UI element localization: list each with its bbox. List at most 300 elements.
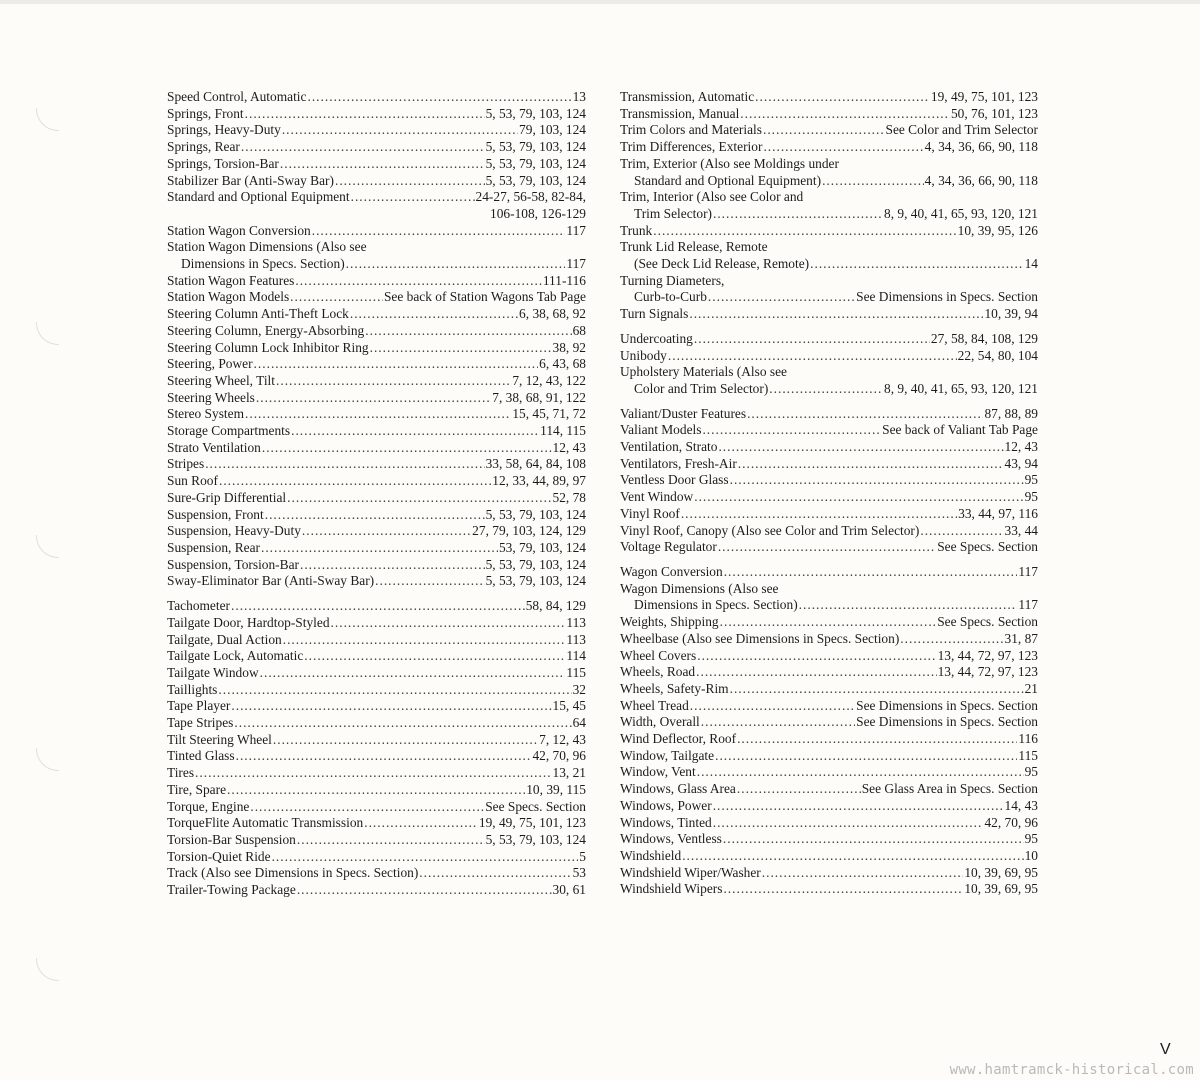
index-entry <box>167 106 586 123</box>
dot-leader <box>231 598 525 615</box>
index-entry <box>620 173 1038 190</box>
index-pages: 10, 39, 115 <box>526 781 586 797</box>
index-entry <box>620 681 1038 698</box>
dot-leader <box>810 256 1023 273</box>
index-entry <box>620 748 1038 765</box>
dot-leader <box>419 865 571 882</box>
index-pages: 14 <box>1024 256 1038 272</box>
index-term: Steering, Power <box>167 356 253 372</box>
index-entry <box>620 523 1038 540</box>
index-entry <box>167 206 586 223</box>
index-term: Trim, Interior (Also see Color and <box>620 189 804 205</box>
dot-leader <box>747 406 983 423</box>
index-pages: See Dimensions in Specs. Section <box>856 289 1038 305</box>
index-entry <box>167 490 586 507</box>
dot-leader <box>900 631 1003 648</box>
dot-leader <box>713 798 1004 815</box>
dot-leader <box>737 781 861 798</box>
dot-leader <box>304 648 565 665</box>
index-entry <box>167 682 586 699</box>
index-entry <box>620 406 1038 423</box>
index-term: Storage Compartments <box>167 423 291 439</box>
index-term: Wheelbase (Also see Dimensions in Specs. Section) <box>620 630 900 646</box>
dot-leader <box>280 156 485 173</box>
index-entry <box>620 256 1038 273</box>
index-entry <box>167 189 586 206</box>
index-term: Steering Wheel, Tilt <box>167 372 275 388</box>
index-pages: See Color and Trim Selector <box>885 122 1038 138</box>
index-entry <box>167 223 586 240</box>
index-entry <box>620 364 1038 381</box>
index-pages: 5 <box>579 848 586 864</box>
page-number: V <box>1160 1041 1171 1058</box>
dot-leader <box>769 381 883 398</box>
index-entry <box>167 557 586 574</box>
dot-leader <box>312 223 566 240</box>
index-pages: 8, 9, 40, 41, 65, 93, 120, 121 <box>884 205 1038 221</box>
dot-leader <box>351 189 475 206</box>
index-term: Tilt Steering Wheel <box>167 731 272 747</box>
index-term: Suspension, Torsion-Bar <box>167 556 299 572</box>
index-pages: See Glass Area in Specs. Section <box>861 781 1038 797</box>
dot-leader <box>701 714 855 731</box>
index-pages: 10, 39, 69, 95 <box>964 864 1038 880</box>
dot-leader <box>290 289 383 306</box>
index-term: Standard and Optional Equipment <box>167 189 350 205</box>
dot-leader <box>231 698 551 715</box>
index-term: Windows, Power <box>620 797 712 813</box>
index-pages: 68 <box>572 322 586 338</box>
index-entry <box>167 632 586 649</box>
index-entry <box>620 848 1038 865</box>
index-pages: 12, 43 <box>1004 439 1038 455</box>
index-pages: 22, 54, 80, 104 <box>957 347 1038 363</box>
index-term: Windshield Wiper/Washer <box>620 864 761 880</box>
index-term: Tinted Glass <box>167 748 235 764</box>
index-pages: 10, 39, 69, 95 <box>964 881 1038 897</box>
index-entry <box>167 832 586 849</box>
index-pages: See back of Station Wagons Tab Page <box>383 289 586 305</box>
dot-leader <box>702 422 881 439</box>
index-entry <box>620 581 1038 598</box>
index-pages: 5, 53, 79, 103, 124 <box>485 506 586 522</box>
index-pages: 58, 84, 129 <box>525 598 586 614</box>
dot-leader <box>364 815 478 832</box>
index-term: Suspension, Front <box>167 506 264 522</box>
index-pages: 5, 53, 79, 103, 124 <box>485 573 586 589</box>
dot-leader <box>920 523 1003 540</box>
index-pages: 7, 38, 68, 91, 122 <box>492 389 586 405</box>
dot-leader <box>234 715 571 732</box>
index-entry <box>167 507 586 524</box>
index-entry <box>620 831 1038 848</box>
dot-leader <box>723 831 1024 848</box>
index-term: Dimensions in Specs. Section) <box>181 256 345 272</box>
index-pages: See Dimensions in Specs. Section <box>856 714 1038 730</box>
index-entry <box>167 323 586 340</box>
index-term: Steering Column, Energy-Absorbing <box>167 322 365 338</box>
index-entry <box>167 256 586 273</box>
index-term: Trim, Exterior (Also see Moldings under <box>620 155 839 171</box>
index-term: Trunk <box>620 222 653 238</box>
index-entry <box>167 615 586 632</box>
dot-leader <box>297 882 552 899</box>
index-term: Vinyl Roof, Canopy (Also see Color and Trim Selector) <box>620 522 920 538</box>
dot-leader <box>262 440 552 457</box>
index-entry <box>167 732 586 749</box>
dot-leader <box>718 439 1003 456</box>
index-pages: 21 <box>1024 680 1038 696</box>
dot-leader <box>307 89 571 106</box>
index-entry <box>620 614 1038 631</box>
dot-leader <box>720 614 937 631</box>
index-term: Steering Column Lock Inhibitor Ring <box>167 339 369 355</box>
index-term: Sun Roof <box>167 473 218 489</box>
index-entry <box>167 373 586 390</box>
dot-leader <box>245 106 485 123</box>
index-entry <box>620 764 1038 781</box>
index-entry <box>620 597 1038 614</box>
dot-leader <box>282 122 518 139</box>
index-term: Dimensions in Specs. Section) <box>634 597 798 613</box>
dot-leader <box>218 682 571 699</box>
dot-leader <box>273 732 538 749</box>
dot-leader <box>265 507 485 524</box>
index-pages: 13, 21 <box>552 765 586 781</box>
index-pages: 95 <box>1024 764 1038 780</box>
index-term: Torque, Engine <box>167 798 250 814</box>
index-column-right <box>620 89 1038 898</box>
index-group <box>167 89 586 590</box>
index-entry <box>620 139 1038 156</box>
index-pages: 4, 34, 36, 66, 90, 118 <box>924 139 1038 155</box>
dot-leader <box>302 523 471 540</box>
dot-leader <box>375 573 484 590</box>
index-term: (See Deck Lid Release, Remote) <box>634 256 810 272</box>
index-entry <box>620 223 1038 240</box>
index-term: Trailer-Towing Package <box>167 882 296 898</box>
dot-leader <box>300 557 485 574</box>
index-term: Stripes <box>167 456 205 472</box>
dot-leader <box>730 681 1024 698</box>
dot-leader <box>755 89 930 106</box>
index-term: Springs, Torsion-Bar <box>167 155 279 171</box>
dot-leader <box>690 698 855 715</box>
dot-leader <box>713 815 984 832</box>
index-group <box>620 564 1038 898</box>
dot-leader <box>763 139 923 156</box>
index-entry <box>620 539 1038 556</box>
index-term: Springs, Front <box>167 105 244 121</box>
index-pages: 117 <box>566 256 586 272</box>
dot-leader <box>697 764 1024 781</box>
index-entry <box>167 122 586 139</box>
dot-leader <box>287 490 551 507</box>
index-entry <box>167 849 586 866</box>
index-entry <box>167 799 586 816</box>
dot-leader <box>256 390 491 407</box>
index-pages: 42, 70, 96 <box>984 814 1038 830</box>
index-term: Sway-Eliminator Bar (Anti-Sway Bar) <box>167 573 375 589</box>
index-pages: 6, 43, 68 <box>539 356 586 372</box>
index-entry <box>167 598 586 615</box>
index-entry <box>620 865 1038 882</box>
dot-leader <box>682 848 1023 865</box>
index-term: Steering Wheels <box>167 389 255 405</box>
binder-hole-mark <box>36 958 59 981</box>
index-entry <box>167 473 586 490</box>
dot-leader <box>763 122 885 139</box>
dot-leader <box>668 348 957 365</box>
index-entry <box>620 798 1038 815</box>
index-pages: 33, 58, 64, 84, 108 <box>485 456 586 472</box>
index-group <box>167 598 586 899</box>
index-pages: 114 <box>566 648 586 664</box>
index-entry <box>167 273 586 290</box>
index-entry <box>167 306 586 323</box>
index-term: Station Wagon Features <box>167 272 295 288</box>
binder-hole-mark <box>36 108 59 131</box>
index-entry <box>620 156 1038 173</box>
index-entry <box>167 456 586 473</box>
index-term: Tires <box>167 765 195 781</box>
index-pages: 95 <box>1024 472 1038 488</box>
index-pages: 12, 33, 44, 89, 97 <box>492 473 586 489</box>
index-pages: 13, 44, 72, 97, 123 <box>937 647 1038 663</box>
index-term: Voltage Regulator <box>620 539 717 555</box>
index-pages: 6, 38, 68, 92 <box>519 306 586 322</box>
dot-leader <box>694 331 930 348</box>
index-term: Tailgate Window <box>167 664 259 680</box>
index-pages: 113 <box>566 631 586 647</box>
dot-leader <box>681 506 957 523</box>
dot-leader <box>799 597 1018 614</box>
index-pages: 95 <box>1024 489 1038 505</box>
index-term: Width, Overall <box>620 714 700 730</box>
dot-leader <box>276 373 511 390</box>
dot-leader <box>331 615 566 632</box>
index-pages: 32 <box>572 681 586 697</box>
index-entry <box>167 765 586 782</box>
dot-leader <box>335 173 485 190</box>
index-pages: 117 <box>566 222 586 238</box>
dot-leader <box>762 865 964 882</box>
index-entry <box>167 782 586 799</box>
index-term: Standard and Optional Equipment) <box>634 172 822 188</box>
watermark: www.hamtramck-historical.com <box>949 1062 1194 1078</box>
index-entry <box>167 139 586 156</box>
index-term: Track (Also see Dimensions in Specs. Section) <box>167 865 419 881</box>
index-term: Windshield <box>620 847 682 863</box>
index-pages: 14, 43 <box>1004 797 1038 813</box>
index-term: Suspension, Rear <box>167 539 260 555</box>
index-entry <box>620 714 1038 731</box>
index-term: Trunk Lid Release, Remote <box>620 239 768 255</box>
index-term: Tire, Spare <box>167 781 227 797</box>
index-entry <box>167 523 586 540</box>
index-term: TorqueFlite Automatic Transmission <box>167 815 364 831</box>
dot-leader <box>283 632 566 649</box>
index-entry <box>620 456 1038 473</box>
index-entry <box>167 573 586 590</box>
dot-leader <box>697 648 936 665</box>
index-term: Torsion-Quiet Ride <box>167 848 271 864</box>
index-pages: 33, 44, 97, 116 <box>958 505 1038 521</box>
index-term: Vent Window <box>620 489 694 505</box>
index-term: Wind Deflector, Roof <box>620 731 737 747</box>
index-pages: See back of Valiant Tab Page <box>882 422 1038 438</box>
index-pages: 30, 61 <box>552 882 586 898</box>
index-pages: 4, 34, 36, 66, 90, 118 <box>924 172 1038 188</box>
index-pages: 42, 70, 96 <box>532 748 586 764</box>
index-entry <box>620 472 1038 489</box>
index-pages: 33, 44 <box>1004 522 1038 538</box>
dot-leader <box>261 540 498 557</box>
index-pages: 43, 94 <box>1004 455 1038 471</box>
index-entry <box>167 156 586 173</box>
index-pages: 5, 53, 79, 103, 124 <box>485 105 586 121</box>
dot-leader <box>370 340 552 357</box>
index-pages: 5, 53, 79, 103, 124 <box>485 172 586 188</box>
index-term: Speed Control, Automatic <box>167 89 307 104</box>
index-entry <box>620 381 1038 398</box>
index-term: Trim Differences, Exterior <box>620 139 763 155</box>
index-pages: 115 <box>566 664 586 680</box>
index-term: Wagon Conversion <box>620 563 723 579</box>
index-pages: 5, 53, 79, 103, 124 <box>485 831 586 847</box>
index-term: Springs, Heavy-Duty <box>167 122 281 138</box>
index-term: Strato Ventilation <box>167 439 261 455</box>
index-entry <box>620 648 1038 665</box>
index-entry <box>620 239 1038 256</box>
dot-leader <box>737 731 1017 748</box>
page-top-edge <box>0 0 1200 4</box>
index-entry <box>620 273 1038 290</box>
dot-leader <box>236 748 532 765</box>
dot-leader <box>822 173 924 190</box>
index-entry <box>167 289 586 306</box>
index-entry <box>620 289 1038 306</box>
index-pages: 64 <box>572 715 586 731</box>
index-term: Springs, Rear <box>167 139 240 155</box>
index-entry <box>167 815 586 832</box>
index-pages: 10, 39, 95, 126 <box>957 222 1038 238</box>
index-term: Weights, Shipping <box>620 614 719 630</box>
index-term: Station Wagon Conversion <box>167 222 311 238</box>
index-term: Tailgate, Dual Action <box>167 631 282 647</box>
index-pages: See Specs. Section <box>937 614 1038 630</box>
index-pages: 10, 39, 94 <box>984 306 1038 322</box>
index-pages: 19, 49, 75, 101, 123 <box>478 815 586 831</box>
index-entry <box>620 698 1038 715</box>
dot-leader <box>346 256 566 273</box>
index-entry <box>167 406 586 423</box>
index-term: Wheel Covers <box>620 647 697 663</box>
index-term: Wheels, Safety-Rim <box>620 680 729 696</box>
index-entry <box>620 306 1038 323</box>
index-term: Unibody <box>620 347 667 363</box>
index-term: Steering Column Anti-Theft Lock <box>167 306 349 322</box>
index-pages: 19, 49, 75, 101, 123 <box>930 89 1038 104</box>
dot-leader <box>295 273 542 290</box>
index-entry <box>620 564 1038 581</box>
index-term: Transmission, Automatic <box>620 89 755 104</box>
dot-leader <box>724 564 1018 581</box>
index-pages: 113 <box>566 614 586 630</box>
index-pages: 27, 58, 84, 108, 129 <box>930 330 1038 346</box>
index-pages: 95 <box>1024 831 1038 847</box>
index-term: Tape Stripes <box>167 715 234 731</box>
index-term: Curb-to-Curb <box>634 289 707 305</box>
index-entry <box>620 422 1038 439</box>
index-pages: 117 <box>1018 563 1038 579</box>
index-term: Tailgate Lock, Automatic <box>167 648 304 664</box>
index-pages: 114, 115 <box>540 423 586 439</box>
index-term: Wheels, Road <box>620 664 696 680</box>
dot-leader <box>260 665 566 682</box>
index-term: Window, Vent <box>620 764 696 780</box>
index-entry <box>167 540 586 557</box>
index-entry <box>167 882 586 899</box>
index-term: Windows, Tinted <box>620 814 712 830</box>
index-term: Transmission, Manual <box>620 105 740 121</box>
index-pages: 111-116 <box>542 272 586 288</box>
index-term: Stabilizer Bar (Anti-Sway Bar) <box>167 172 334 188</box>
index-term: Color and Trim Selector) <box>634 380 769 396</box>
index-pages: 27, 79, 103, 124, 129 <box>472 523 586 539</box>
index-entry <box>167 715 586 732</box>
index-term: Stereo System <box>167 406 244 422</box>
index-term: Wagon Dimensions (Also see <box>620 580 779 596</box>
index-term: Vinyl Roof <box>620 505 680 521</box>
index-term: Turn Signals <box>620 306 689 322</box>
index-pages: 87, 88, 89 <box>984 405 1038 421</box>
index-entry <box>620 506 1038 523</box>
index-entry <box>620 631 1038 648</box>
index-entry <box>167 440 586 457</box>
dot-leader <box>715 748 1017 765</box>
index-entry <box>620 664 1038 681</box>
index-pages: 15, 45, 71, 72 <box>512 406 586 422</box>
dot-leader <box>195 765 551 782</box>
dot-leader <box>689 306 983 323</box>
binder-hole-mark <box>36 322 59 345</box>
index-term: Window, Tailgate <box>620 747 715 763</box>
index-entry <box>167 340 586 357</box>
dot-leader <box>740 106 950 123</box>
index-term: Tailgate Door, Hardtop-Styled <box>167 614 330 630</box>
dot-leader <box>350 306 518 323</box>
index-entry <box>620 89 1038 106</box>
index-pages: 5, 53, 79, 103, 124 <box>485 139 586 155</box>
index-pages: 31, 87 <box>1004 630 1038 646</box>
index-entry <box>620 881 1038 898</box>
index-pages: 24-27, 56-58, 82-84, <box>475 189 586 205</box>
index-group <box>620 331 1038 398</box>
index-term: Windows, Ventless <box>620 831 722 847</box>
index-entry <box>167 239 586 256</box>
index-term: Trim Selector) <box>634 205 712 221</box>
index-term: Torsion-Bar Suspension <box>167 831 296 847</box>
index-term: Upholstery Materials (Also see <box>620 364 787 380</box>
index-column-left <box>167 89 586 899</box>
dot-leader <box>254 356 539 373</box>
index-entry <box>167 748 586 765</box>
index-pages: 79, 103, 124 <box>519 122 586 138</box>
index-entry <box>167 89 586 106</box>
dot-leader <box>250 799 484 816</box>
index-entry <box>620 489 1038 506</box>
